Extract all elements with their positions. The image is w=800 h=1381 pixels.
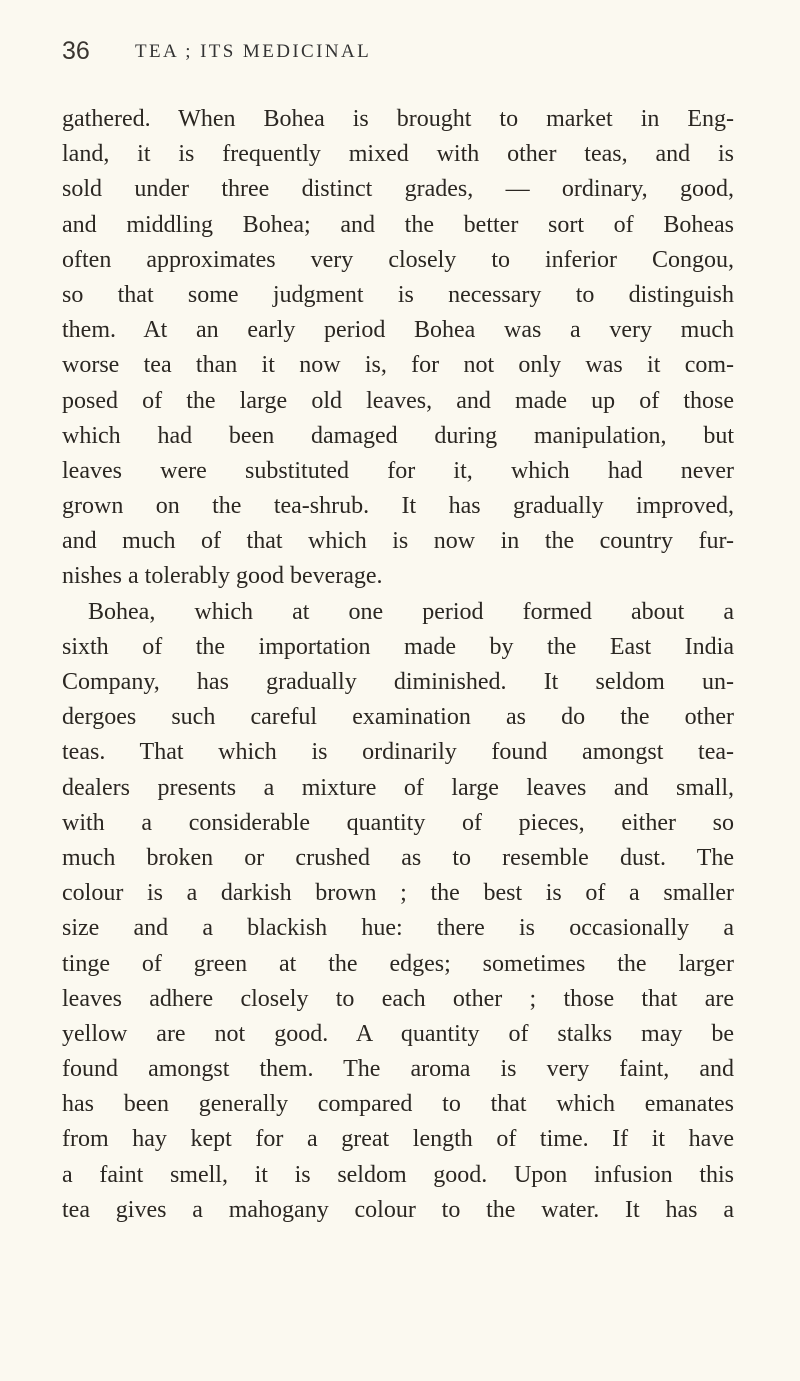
text-line: gathered. When Bohea is brought to market in Eng- [62, 106, 734, 132]
text-line: yellow are not good. A quantity of stalks may be [62, 1020, 734, 1047]
text-line: and much of that which is now in the country fur- [62, 528, 734, 555]
text-line: size and a blackish hue: there is occasionally a [62, 915, 734, 942]
text-line: sixth of the importation made by the East India [62, 633, 734, 660]
text-line: them. At an early period Bohea was a very much [62, 317, 734, 344]
text-line: and middling Bohea; and the better sort of Boheas [62, 211, 734, 238]
text-line: so that some judgment is necessary to distinguish [62, 281, 734, 308]
text-line: tea gives a mahogany colour to the water. It has a [62, 1196, 734, 1223]
text-line: much broken or crushed as to resemble dust. The [62, 844, 734, 871]
text-line: teas. That which is ordinarily found amongst tea- [62, 739, 734, 766]
text-line: nishes a tolerably good beverage. [62, 563, 383, 590]
text-line: Company, has gradually diminished. It seldom un- [62, 669, 734, 695]
body-text [62, 102, 734, 1228]
text-line: posed of the large old leaves, and made up of those [62, 387, 734, 414]
running-head: TEA ; ITS MEDICINAL [135, 41, 372, 62]
text-line: sold under three distinct grades, — ordinary, good, [62, 176, 734, 203]
text-line: grown on the tea-shrub. It has gradually improved, [62, 493, 734, 520]
text-line: dergoes such careful examination as do the other [62, 704, 734, 731]
text-line: tinge of green at the edges; sometimes the larger [62, 950, 734, 977]
text-line: from hay kept for a great length of time. If it have [62, 1126, 734, 1153]
page-header [62, 37, 738, 77]
paragraph-start-line: Bohea, which at one period formed about a [88, 598, 734, 625]
text-line: worse tea than it now is, for not only was it com- [62, 352, 734, 379]
text-line: leaves adhere closely to each other ; those that are [62, 985, 734, 1012]
text-line: dealers presents a mixture of large leaves and small, [62, 774, 734, 801]
page-number: 36 [62, 37, 90, 65]
text-line: has been generally compared to that which emanates [62, 1091, 734, 1118]
text-line: leaves were substituted for it, which had never [62, 457, 734, 484]
text-line: often approximates very closely to inferior Congou, [62, 246, 734, 273]
text-line: with a considerable quantity of pieces, either so [62, 809, 734, 836]
text-line: a faint smell, it is seldom good. Upon infusion this [62, 1161, 734, 1188]
text-line: found amongst them. The aroma is very faint, and [62, 1056, 734, 1083]
text-line: colour is a darkish brown ; the best is of a smaller [62, 880, 734, 907]
text-line: land, it is frequently mixed with other teas, and is [62, 141, 734, 168]
text-line: which had been damaged during manipulation, but [62, 422, 734, 449]
